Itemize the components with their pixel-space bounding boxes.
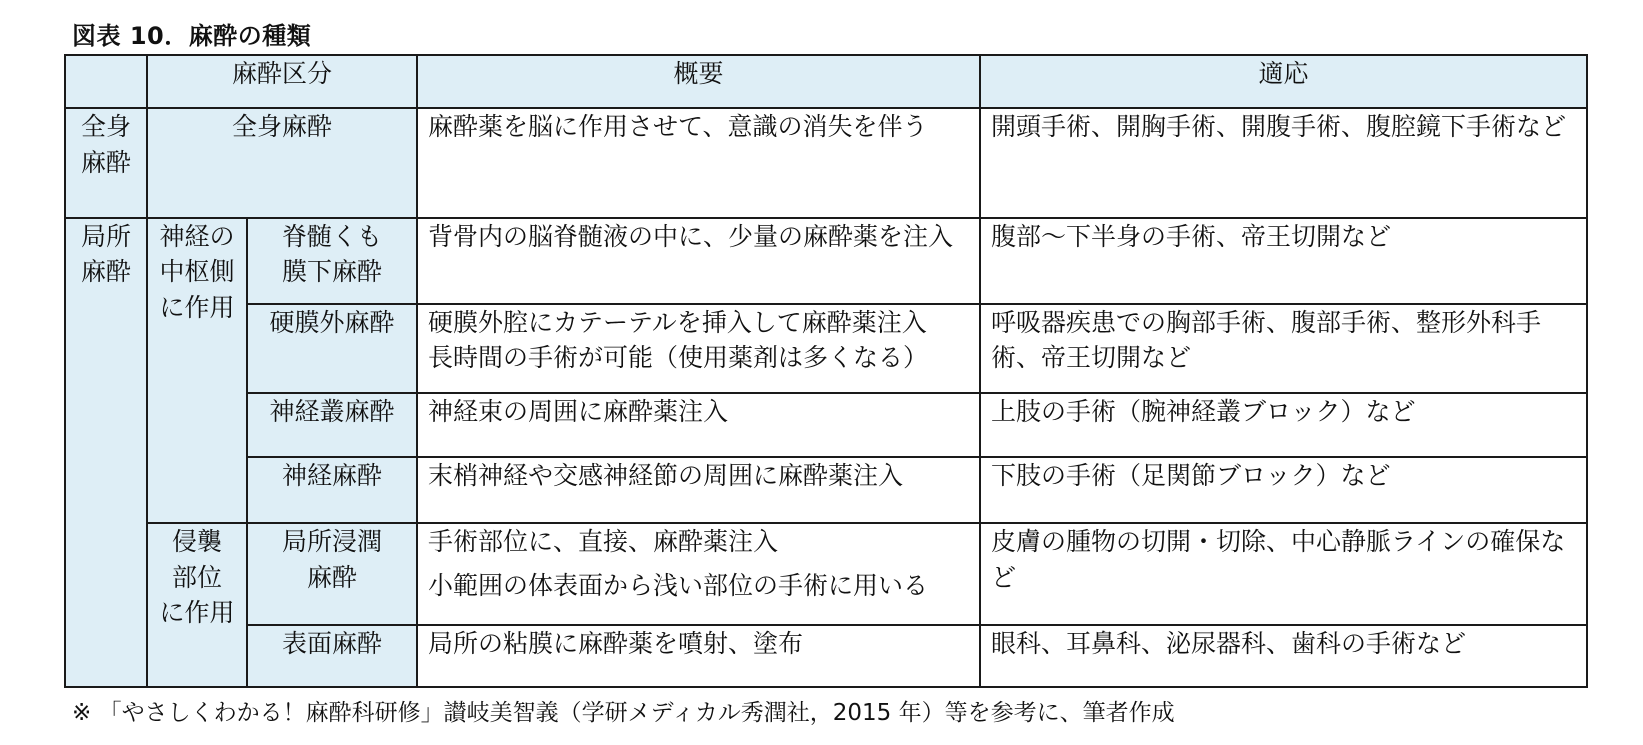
type-name: 神経麻酔	[247, 457, 417, 523]
type-name: 局所浸潤 麻酔	[247, 523, 417, 625]
type-name: 神経叢麻酔	[247, 393, 417, 457]
type-name: 全身麻酔	[147, 108, 417, 218]
indication-cell: 開頭手術、開胸手術、開腹手術、腹腔鏡下手術など	[980, 108, 1587, 218]
header-indication: 適応	[980, 55, 1587, 108]
header-row	[65, 55, 1587, 108]
group-central: 神経の 中枢側 に作用	[147, 218, 247, 523]
indication-cell: 皮膚の腫物の切開・切除、中心静脈ラインの確保など	[980, 523, 1587, 625]
overview-cell: 麻酔薬を脳に作用させて、意識の消失を伴う	[417, 108, 980, 218]
indication-cell: 呼吸器疾患での胸部手術、腹部手術、整形外科手術、帝王切開など	[980, 304, 1587, 393]
overview-cell: 末梢神経や交感神経節の周囲に麻酔薬注入	[417, 457, 980, 523]
type-name: 脊髄くも 膜下麻酔	[247, 218, 417, 304]
indication-cell: 下肢の手術（足関節ブロック）など	[980, 457, 1587, 523]
indication-cell: 上肢の手術（腕神経叢ブロック）など	[980, 393, 1587, 457]
overview-cell: 背骨内の脳脊髄液の中に、少量の麻酔薬を注入	[417, 218, 980, 304]
type-name: 硬膜外麻酔	[247, 304, 417, 393]
source-footnote: ※ 「やさしくわかる！麻酔科研修」讃岐美智義（学研メディカル秀潤社，2015 年）等を参考に、筆者作成	[72, 700, 1175, 726]
category-local: 局所 麻酔	[65, 218, 147, 687]
table-row	[65, 393, 1587, 457]
table-row	[65, 218, 1587, 304]
anesthesia-types-table	[64, 54, 1588, 688]
table-row	[65, 625, 1587, 687]
table-row	[65, 457, 1587, 523]
overview-cell: 手術部位に、直接、麻酔薬注入 小範囲の体表面から浅い部位の手術に用いる	[417, 523, 980, 625]
header-blank	[65, 55, 147, 108]
indication-cell: 腹部～下半身の手術、帝王切開など	[980, 218, 1587, 304]
overview-cell: 局所の粘膜に麻酔薬を噴射、塗布	[417, 625, 980, 687]
header-division: 麻酔区分	[147, 55, 417, 108]
header-overview: 概要	[417, 55, 980, 108]
table-row	[65, 108, 1587, 218]
overview-cell: 神経束の周囲に麻酔薬注入	[417, 393, 980, 457]
category-general: 全身 麻酔	[65, 108, 147, 218]
table-row	[65, 304, 1587, 393]
table-row	[65, 523, 1587, 625]
overview-cell: 硬膜外腔にカテーテルを挿入して麻酔薬注入 長時間の手術が可能（使用薬剤は多くなる）	[417, 304, 980, 393]
type-name: 表面麻酔	[247, 625, 417, 687]
figure-title: 図表 10．麻酔の種類	[72, 22, 312, 50]
group-invasive: 侵襲 部位 に作用	[147, 523, 247, 687]
indication-cell: 眼科、耳鼻科、泌尿器科、歯科の手術など	[980, 625, 1587, 687]
